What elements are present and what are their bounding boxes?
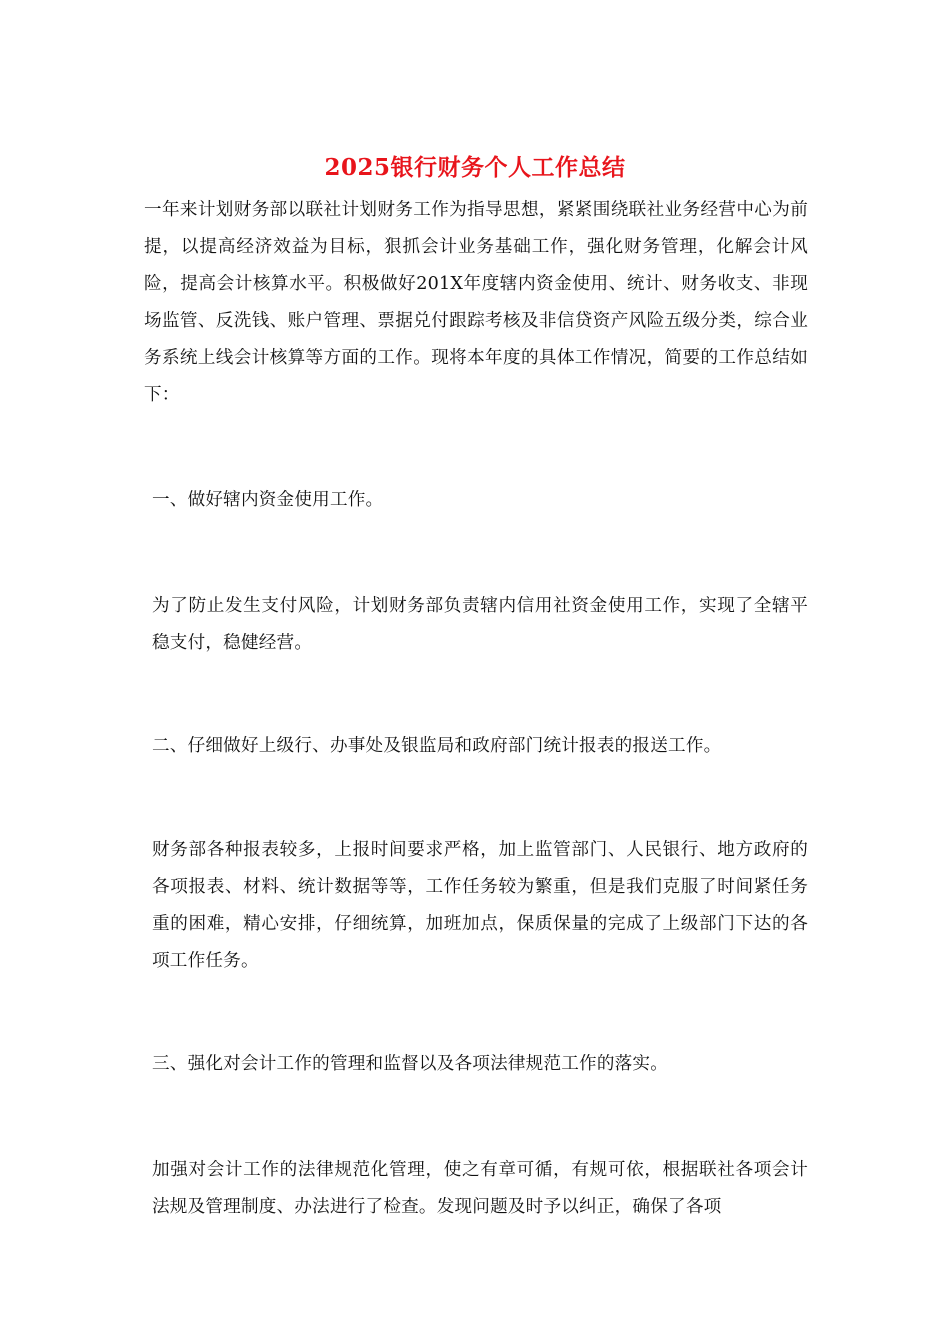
- section-2-heading: 二、仔细做好上级行、办事处及银监局和政府部门统计报表的报送工作。: [152, 736, 722, 756]
- section-1-body: 为了防止发生支付风险，计划财务部负责辖内信用社资金使用工作，实现了全辖平稳支付，稳健经营。: [152, 596, 808, 653]
- section-1-heading: 一、做好辖内资金使用工作。: [152, 490, 384, 510]
- intro-paragraph: 一年来计划财务部以联社计划财务工作为指导思想，紧紧围绕联社业务经营中心为前提，以提高经济效益为目标，狠抓会计业务基础工作，强化财务管理，化解会计风险，提高会计核算水平。积极做好201X年度辖内资金使用、统计、财务收支、非现场监管、反洗钱、账户管理、票据兑付跟踪考核及非信贷资产风险五级分类，综合业务系统上线会计核算等方面的工作。现将本年度的具体工作情况，简要的工作总结如下：: [144, 200, 808, 405]
- section-2-body: 财务部各种报表较多，上报时间要求严格，加上监管部门、人民银行、地方政府的各项报表、材料、统计数据等等，工作任务较为繁重，但是我们克服了时间紧任务重的困难，精心安排，仔细统算，加班加点，保质保量的完成了上级部门下达的各项工作任务。: [152, 840, 808, 971]
- document-title: 2025银行财务个人工作总结: [324, 154, 626, 181]
- section-3-body: 加强对会计工作的法律规范化管理，使之有章可循，有规可依，根据联社各项会计法规及管理制度、办法进行了检查。发现问题及时予以纠正，确保了各项: [152, 1160, 808, 1217]
- section-3-heading: 三、强化对会计工作的管理和监督以及各项法律规范工作的落实。: [152, 1054, 669, 1074]
